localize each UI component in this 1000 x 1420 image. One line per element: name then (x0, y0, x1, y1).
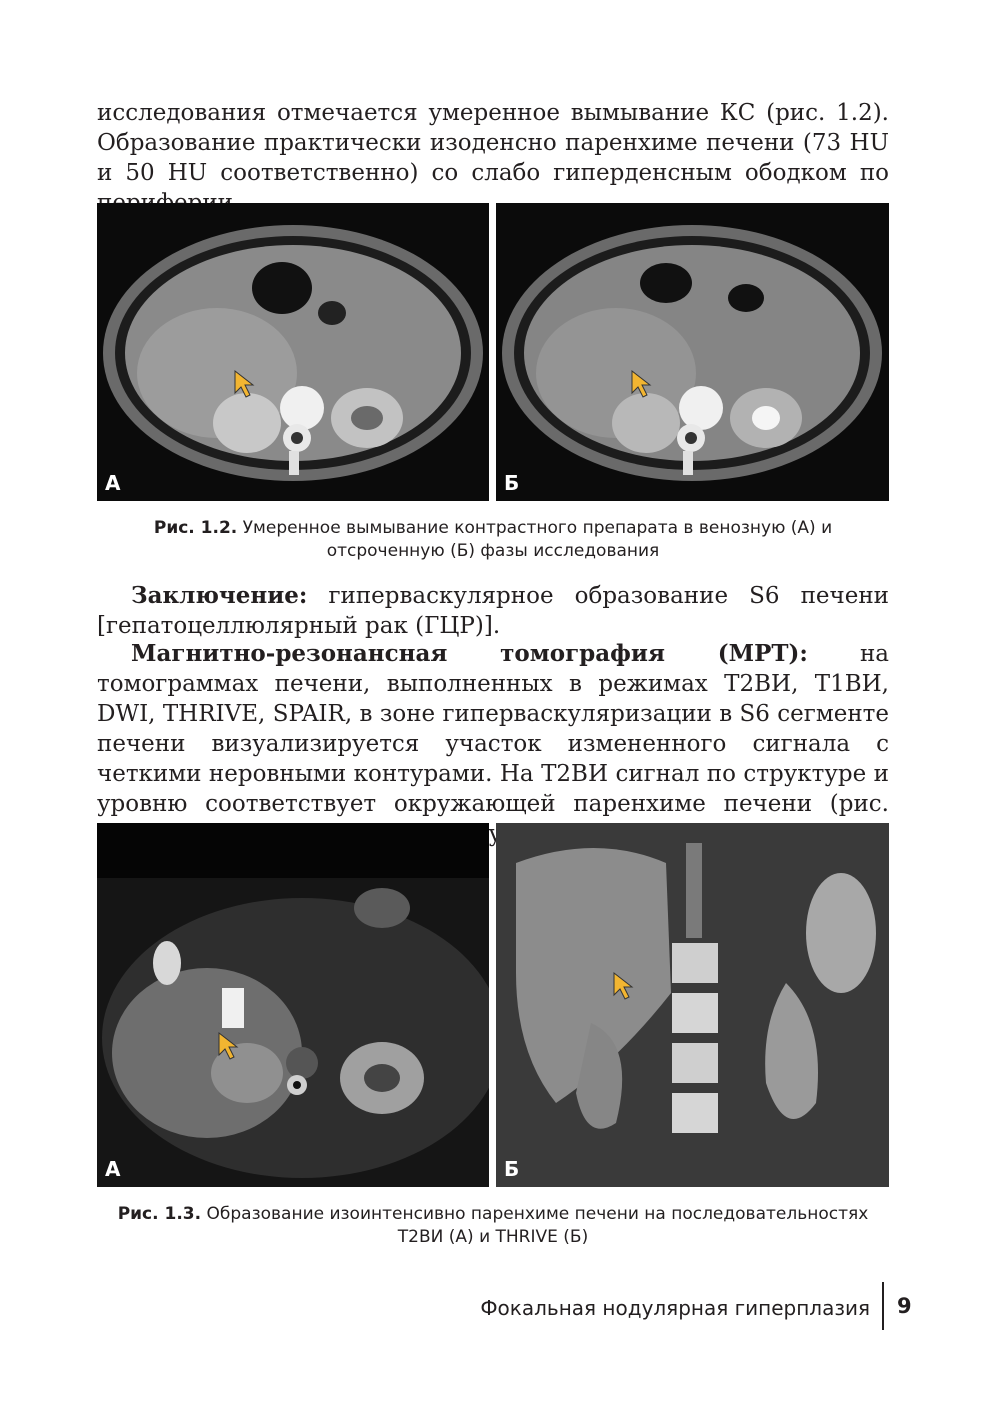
figure-1-2-caption (97, 517, 889, 563)
caption-number: Рис. 1.3. (117, 1204, 202, 1224)
mri-thrive-coronal-image (496, 823, 889, 1187)
panel-label-a: А (105, 1157, 121, 1181)
ct-venous-phase-image (97, 203, 489, 501)
conclusion-paragraph (97, 581, 889, 641)
panel-label-b: Б (504, 471, 520, 495)
figure-1-2-panel-b (496, 203, 889, 501)
conclusion-heading: Заключение: (131, 582, 308, 609)
panel-label-a: А (105, 471, 121, 495)
ct-delayed-phase-image (496, 203, 889, 501)
mri-text: на томограммах печени, выполненных в режимах Т2ВИ, Т1ВИ, DWI, THRIVE, SPAIR, в зоне гиперваскуляризации в S6 сегменте печени визуализируется участок измененного сигнала с четкими неровными контурами. На Т2ВИ сигнал по структуре и уровню соответствует окружающей паренхиме печени (рис. (97, 641, 889, 817)
footer-divider (882, 1282, 884, 1330)
running-title: Фокальная нодулярная гиперплазия (480, 1296, 870, 1320)
caption-number: Рис. 1.2. (153, 518, 238, 538)
mri-t2-axial-image (97, 823, 489, 1187)
caption-text: Умеренное вымывание контрастного препарата в венозную (А) и отсроченную (Б) фазы исследования (237, 518, 833, 561)
mri-paragraph (97, 639, 889, 849)
conclusion-text: гиперваскулярное образование S6 печени [гепатоцеллюлярный рак (ГЦР)]. (97, 583, 889, 639)
panel-label-b: Б (504, 1157, 520, 1181)
page-number: 9 (897, 1294, 912, 1318)
figure-1-3-panel-a (97, 823, 489, 1187)
figure-1-2-panel-a (97, 203, 489, 501)
caption-text: Образование изоинтенсивно паренхиме печени на последовательностях Т2ВИ (А) и THRIVE (Б) (201, 1204, 869, 1247)
figure-1-3-caption (97, 1203, 889, 1249)
figure-1-3-panel-b (496, 823, 889, 1187)
mri-heading: Магнитно-резонансная томография (МРТ): (131, 640, 808, 667)
intro-paragraph: исследования отмечается умеренное вымывание КС (рис. 1.2). Образование практически изоденсно паренхиме печени (73 HU и 50 HU соответственно) со слабо гиперденсным ободком по (97, 100, 889, 186)
